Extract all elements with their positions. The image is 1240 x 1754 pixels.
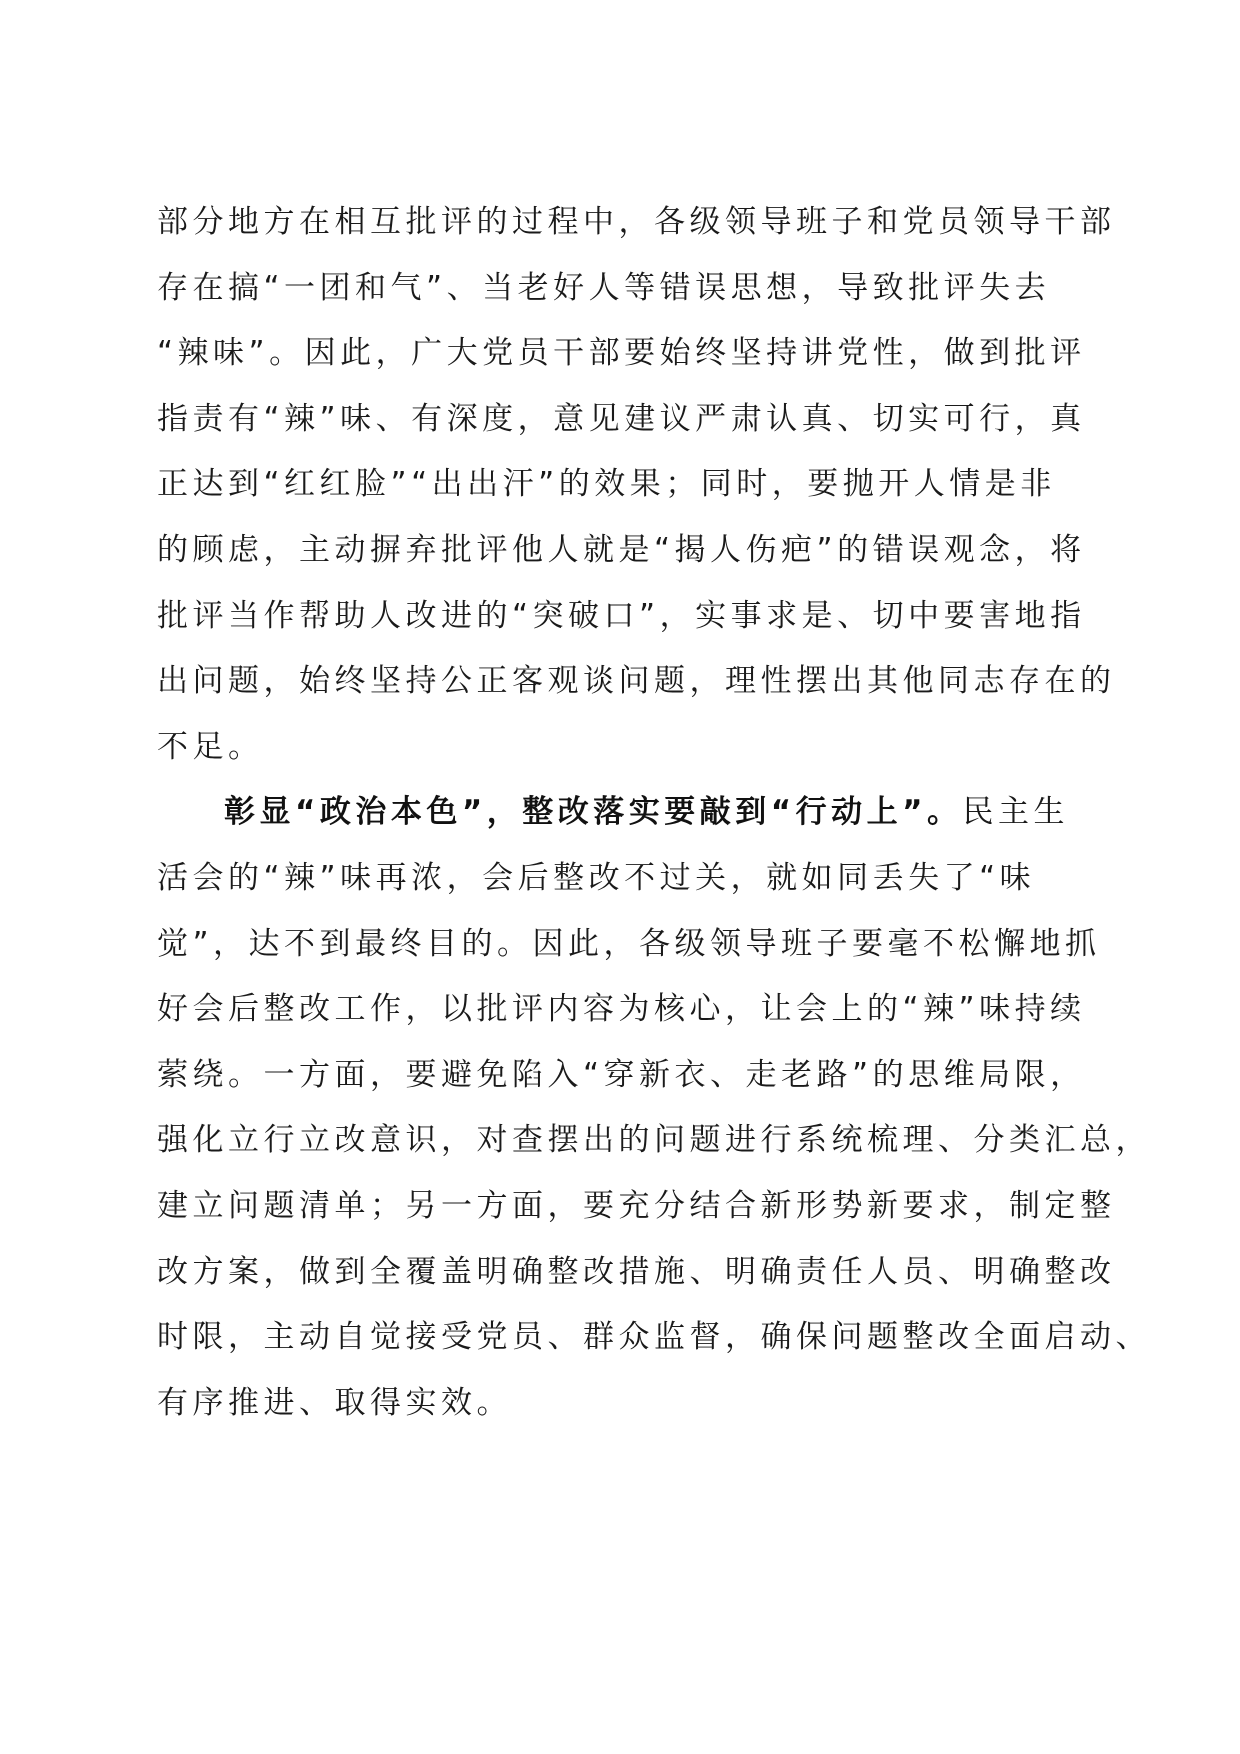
paragraph-line: 时限，主动自觉接受党员、群众监督，确保问题整改全面启动、 (157, 1319, 1151, 1356)
heading-continuation: 民主生 (962, 794, 1069, 831)
paragraph-2 (157, 780, 1151, 1436)
paragraph-line: 批评当作帮助人改进的“突破口”，实事求是、切中要害地指 (157, 597, 1086, 634)
paragraph-line: 指责有“辣”味、有深度，意见建议严肃认真、切实可行，真 (157, 400, 1086, 437)
paragraph-line: 好会后整改工作，以批评内容为核心，让会上的“辣”味持续 (157, 991, 1086, 1028)
paragraph-line: 正达到“红红脸”“出出汗”的效果；同时，要抛开人情是非 (157, 466, 1056, 503)
paragraph-line: 建立问题清单；另一方面，要充分结合新形势新要求，制定整 (157, 1187, 1116, 1224)
paragraph-line: 有序推进、取得实效。 (157, 1384, 512, 1421)
document-body (157, 190, 1151, 1436)
paragraph-line: 的顾虑，主动摒弃批评他人就是“揭人伤疤”的错误观念，将 (157, 531, 1086, 568)
paragraph-line: 强化立行立改意识，对查摆出的问题进行系统梳理、分类汇总， (157, 1122, 1151, 1159)
paragraph-line: 萦绕。一方面，要避免陷入“穿新衣、走老路”的思维局限， (157, 1056, 1086, 1093)
paragraph-line: 出问题，始终坚持公正客观谈问题，理性摆出其他同志存在的 (157, 663, 1116, 700)
paragraph-line: “辣味”。因此，广大党员干部要始终坚持讲党性，做到批评 (157, 335, 1086, 372)
paragraph-line: 存在搞“一团和气”、当老好人等错误思想，导致批评失去 (157, 269, 1051, 306)
paragraph-1 (157, 190, 1116, 780)
paragraph-line: 觉”，达不到最终目的。因此，各级领导班子要毫不松懈地抓 (157, 925, 1101, 962)
paragraph-line: 不足。 (157, 728, 264, 765)
section-heading: 彰显“政治本色”，整改落实要敲到“行动上”。 (224, 794, 963, 831)
paragraph-line: 活会的“辣”味再浓，会后整改不过关，就如同丢失了“味 (157, 859, 1036, 896)
paragraph-line: 改方案，做到全覆盖明确整改措施、明确责任人员、明确整改 (157, 1253, 1116, 1290)
paragraph-first-line (157, 780, 1097, 846)
paragraph-line: 部分地方在相互批评的过程中，各级领导班子和党员领导干部 (157, 204, 1116, 240)
